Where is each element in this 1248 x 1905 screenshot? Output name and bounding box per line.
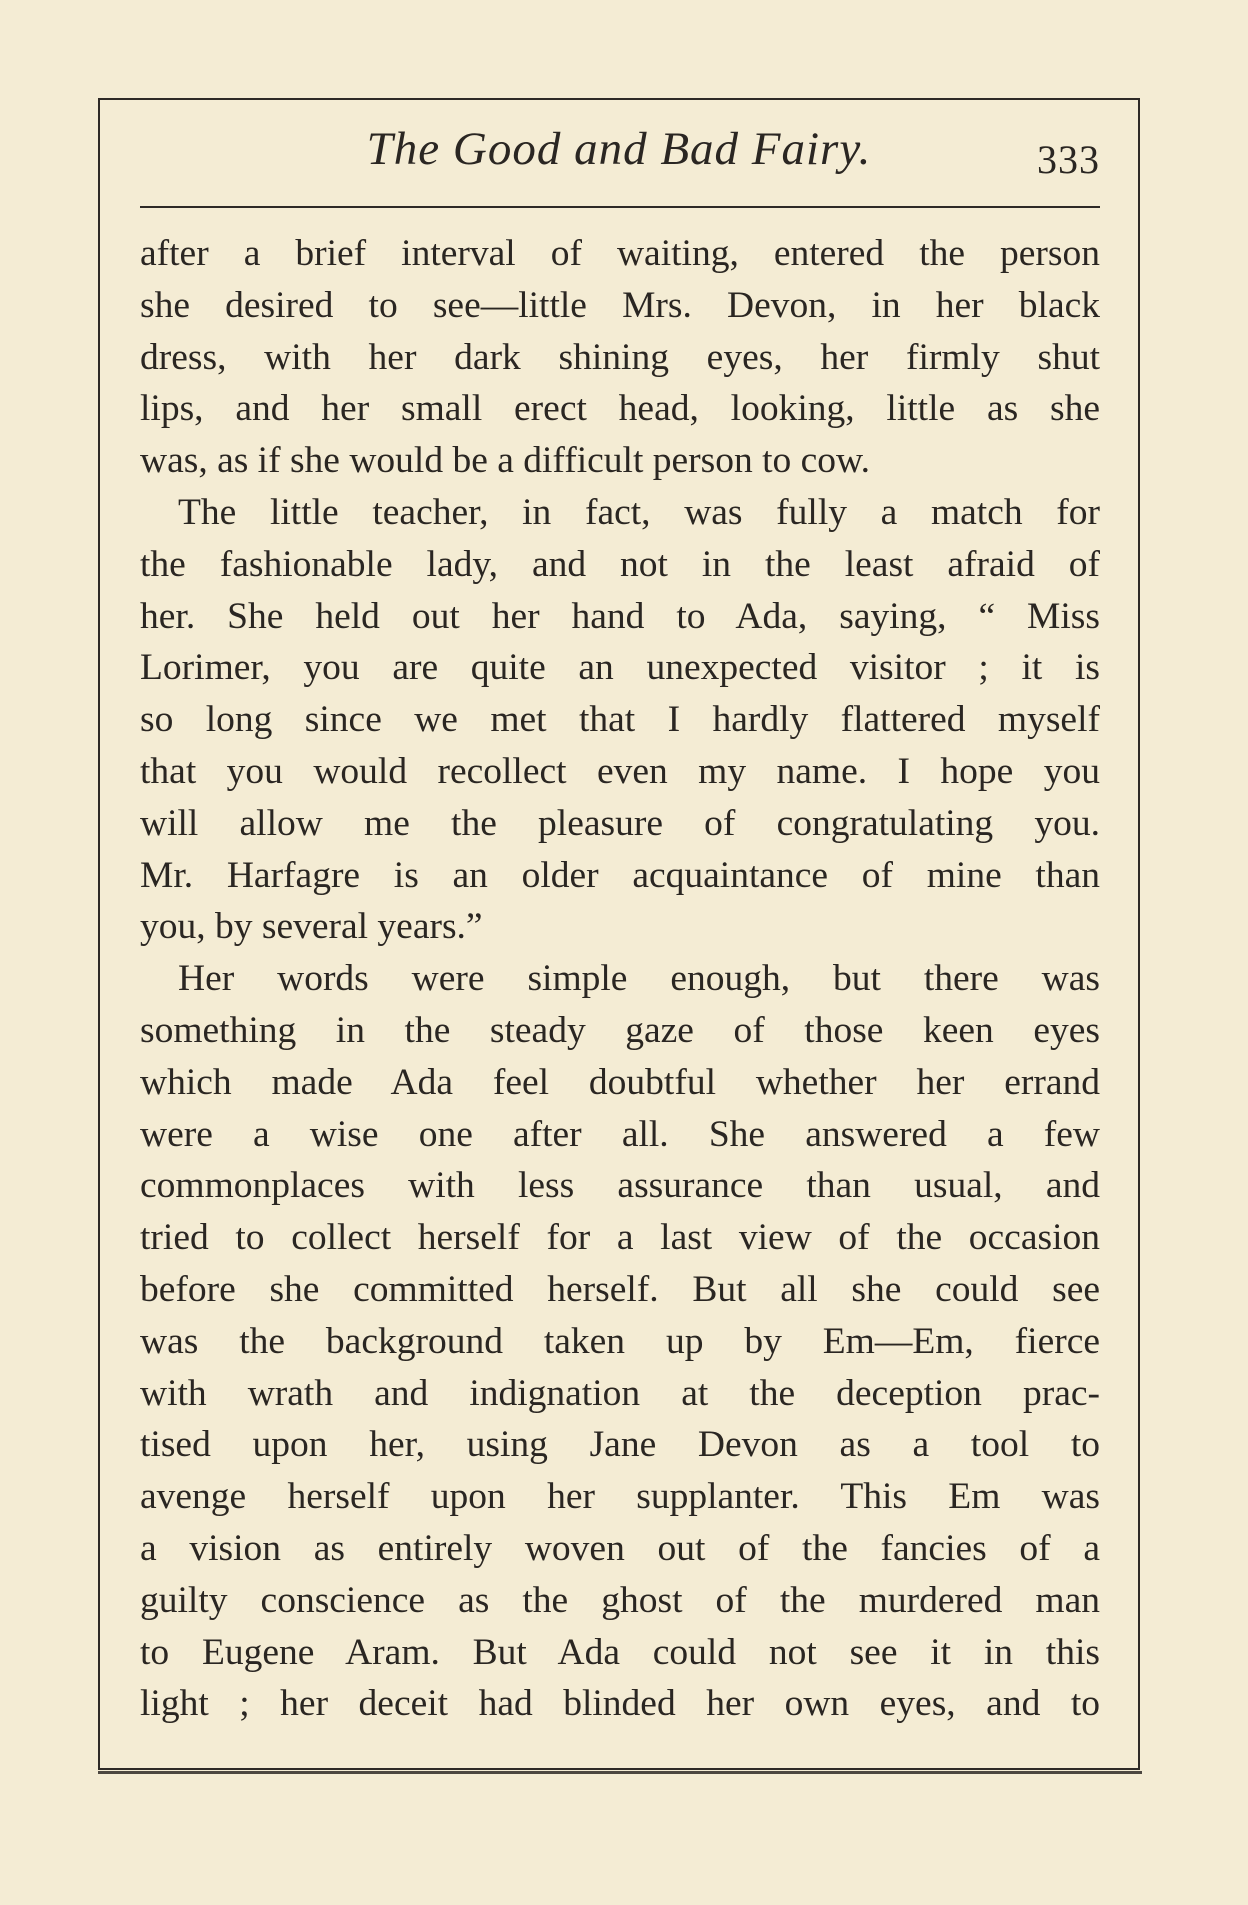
text-line: Her words were simple enough, but there was xyxy=(178,958,1100,1000)
text-line: light ; her deceit had blinded her own eyes, and to xyxy=(140,1683,1100,1725)
page-number: 333 xyxy=(1037,137,1100,182)
text-line: were a wise one after all. She answered a few xyxy=(140,1113,1100,1155)
text-line: her. She held out her hand to Ada, saying, “ Miss xyxy=(140,595,1100,637)
text-line: avenge herself upon her supplanter. This Em was xyxy=(140,1476,1100,1518)
text-line: before she committed herself. But all she could see xyxy=(140,1268,1100,1310)
running-head xyxy=(100,122,1138,192)
text-line: with wrath and indignation at the deception prac- xyxy=(140,1372,1100,1414)
text-line: she desired to see—little Mrs. Devon, in her black xyxy=(140,284,1100,326)
text-line: which made Ada feel doubtful whether her errand xyxy=(140,1061,1100,1103)
text-line: the fashionable lady, and not in the least afraid of xyxy=(140,543,1100,585)
text-line: was, as if she would be a difficult person to cow. xyxy=(140,440,871,482)
text-line: after a brief interval of waiting, entered the person xyxy=(140,233,1100,274)
text-line: lips, and her small erect head, looking, little as she xyxy=(140,388,1100,430)
text-line: Lorimer, you are quite an unexpected visitor ; it is xyxy=(140,647,1100,689)
page-frame xyxy=(98,98,1140,1770)
text-line: something in the steady gaze of those keen eyes xyxy=(140,1009,1100,1051)
paragraph xyxy=(140,953,1100,1730)
text-line: Mr. Harfagre is an older acquaintance of mine than xyxy=(140,854,1100,896)
text-line: was the background taken up by Em—Em, fierce xyxy=(140,1320,1100,1362)
header-rule xyxy=(140,206,1100,208)
text-line: a vision as entirely woven out of the fancies of a xyxy=(140,1527,1100,1569)
running-head-title: The Good and Bad Fairy. xyxy=(366,123,872,175)
text-line: tried to collect herself for a last view of the occasion xyxy=(140,1217,1100,1259)
text-line: to Eugene Aram. But Ada could not see it in this xyxy=(140,1631,1100,1673)
text-line: dress, with her dark shining eyes, her firmly shut xyxy=(140,336,1100,378)
body-text xyxy=(140,228,1100,1730)
paragraph xyxy=(140,487,1100,953)
text-line: commonplaces with less assurance than usual, and xyxy=(140,1165,1100,1207)
text-line: tised upon her, using Jane Devon as a tool to xyxy=(140,1424,1100,1466)
paragraph xyxy=(140,228,1100,487)
text-line: that you would recollect even my name. I hope you xyxy=(140,750,1100,792)
text-line: you, by several years.” xyxy=(140,906,483,948)
text-line: The little teacher, in fact, was fully a match for xyxy=(178,491,1100,533)
text-line: will allow me the pleasure of congratulating you. xyxy=(140,802,1100,844)
text-line: so long since we met that I hardly flattered myself xyxy=(140,699,1100,741)
text-line: guilty conscience as the ghost of the murdered man xyxy=(140,1579,1100,1621)
